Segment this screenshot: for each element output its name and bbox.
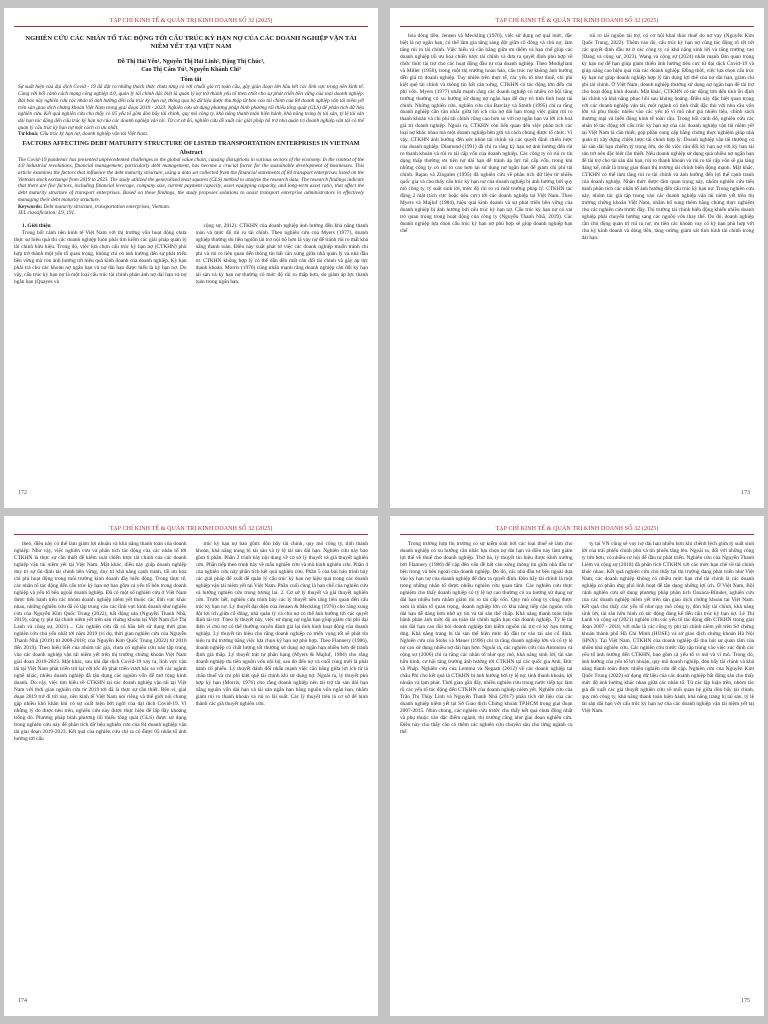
- page-number: 174: [18, 998, 27, 1004]
- paragraph: rủi ro tái nguồn tài trợ, có cơ hội khai thác thuế do nợ vay (Nguyễn Kim Quốc Trung, 2022). Thêm vào đó, cấu trúc kỳ hạn nợ cũng tác động rõ rệt tới các quyết định đầu tư ở các công ty có khả năng sinh lời và tăng trưởng cao (Dang và cộng sự, 2023). Wang và cộng sự (2024) nhấn mạnh tầm quan trọng kỳ hạn nợ để hạn giúp giảm thiểu ảnh hưởng tiêu cực từ đại dịch Covid-19 và giúp nâng cao hiệu quả của các doanh nghiệp. Đồng thời, việc lựa chọn cấu trúc kỳ hạn nợ giúp doanh nghiệp hợp lý tận dụng lợi thế của nợ dài hạn, giảm chi phí tài chính. Ở Việt Nam, doanh nghiệp thường sử dụng nợ ngắn hạn để tài trợ cho hoạt động kinh doanh. Mặt khác, CTKHN có tác động lớn đến tính ổn định tài chính và khả năng phục hồi sau khủng hoảng. Điều này đặc biệt quan trọng với các doanh nghiệp vận tải, một ngành có tính chất đặc thù với nhu cầu vốn lớn và phụ thuộc nhiều vào các yếu tố vĩ mô như giá nhiên liệu, chính sách thương mại và biến động kinh tế toàn cầu. Trong bối cảnh đó, nghiên cứu các nhân tố tác động tới cấu trúc kỳ hạn nợ của các doanh nghiệp vận tải niêm yết tại Việt Nam là cần thiết, góp phần cung cấp bằng chứng thực nghiệm giúp nhà quản trị xây dựng chiến lược tài chính hợp lý. Doanh nghiệp vận tải thường có tài sản dài hạn chiếm tỷ trọng lớn, do đó việc cân đối kỳ hạn nợ với kỳ hạn tài sản trở nên đặc biệt cần thiết. Nếu doanh nghiệp sử dụng quá nhiều nợ ngắn hạn để tài trợ cho tài sản dài hạn, rủi ro thanh khoản và rủi ro tái cấp vốn sẽ gia tăng đáng kể, nhất là trong giai đoạn thị trường tài chính biến động mạnh. Mặt khác, CTKHN có thể làm tăng rủi ro tài chính và ảnh hưởng đến lợi thế cạnh tranh của doanh nghiệp. Nhận thức được tầm quan trọng này, nhóm nghiên cứu tiến hành phân tích các nhân tố ảnh hưởng đến cấu trúc kỳ hạn nợ. Trong nghiên cứu này, nhóm tác giả tập trung vào các doanh nghiệp vận tải niêm yết trên thị trường chứng khoán Việt Nam, nhằm bổ sung thêm bằng chứng thực nghiệm cho các nghiên cứu trước đây. Thị trường tài chính biến động khiến nhiều doanh nghiệp phải chuyển hướng sang các nguồn vốn thay thế. Do đó, doanh nghiệp cần chủ động quản trị rủi ro nợ, ưu tiên các khoản vay có kỳ hạn phù hợp với chu kỳ kinh doanh và dòng tiền, tăng cường giám sát tình hình tài chính trong dài hạn.: [581, 33, 754, 241]
- paragraph: Trong bối cảnh nền kinh tế Việt Nam với thị trường vốn hoạt động chưa thực sự hiệu quả thì các doanh nghiệp luôn phải tìm kiếm các giải pháp quản lý tài chính hữu hiệu. Trong đó, việc lựa chọn cấu trúc kỳ hạn nợ (CTKHN) phù hợp trở thành một yếu tố quan trọng, không chỉ có ảnh hưởng đến sự phát triển bền vững mà còn ảnh hưởng tới hiệu quả kinh doanh của doanh nghiệp. Kỳ hạn phải trả cho các khoản nợ ngắn hạn và nợ dài hạn được hiểu là kỳ hạn nợ. Do vậy, cấu trúc kỳ hạn nợ là một loại cấu trúc tài chính phản ánh nợ dài hạn và nợ ngắn hạn (Quayes và: [14, 229, 187, 285]
- page-number: 173: [741, 490, 750, 496]
- body-columns: [14, 223, 368, 411]
- article-title-en: FACTORS AFFECTING DEBT MATURITY STRUCTURE OF LISTED TRANSPORTATION ENTERPRISES IN VIETNAM: [22, 140, 360, 148]
- keywords-en-text: Debt maturity structure, transportation enterprises, Vietnam.: [43, 203, 171, 210]
- page-174: [4, 516, 378, 1016]
- page-number: 172: [18, 490, 27, 496]
- paragraph: ty tại VN cũng sẽ vay nợ dài hạn nhiều hơn khi chênh lệch giữa tỷ suất sinh lời của trái phiếu chính phủ và tín phiếu tăng lên. Ngoài ra, đối với những công ty lớn hơn, có nhiều cơ hội để đầu tư phát triển. Nghiên cứu của Nguyễn Thanh Liêm và cộng sự (2018) đã phân tích CTKHN với các mức hạn chế về tài chính khác nhau. Kết quả nghiên cứu cho thấy tại thị trường đang phát triển như Việt Nam, các doanh nghiệp không có nhiều mức hạn chế tài chính là các doanh nghiệp có phần ứng phó linh hoạt để tận dụng những lợi ích. Ở Việt Nam, Bội cảnh nghiên cứu sử dụng phương pháp phân tích Oaxaca-Blinder, nghiên cứu của các doanh nghiệp niêm yết trên sàn giao dịch chứng khoán tại Việt Nam. Kết quả cho thấy các yếu tố như quy mô công ty, đòn bẩy tài chính, khả năng sinh lời, tài sản hữu hình có tác động đáng kể đến cấu trúc kỳ hạn nợ. Lê Thị Lanh và cộng sự (2021) nghiên cứu các yếu tố tác động đến CTKHN trong giai đoạn 2007 - 2018, với mẫu là các công ty phi tài chính niêm yết trên Sở chứng khoán thành phố Hồ Chí Minh (HOSE) và sở giao dịch chứng khoán Hà Nội (HNX). Tại Việt Nam, CTKHN của doanh nghiệp đã thu hút sự quan tâm của nhiều nhà nghiên cứu. Các nghiên cứu trước đây tập trung vào việc xác định các yếu tố ảnh hưởng đến CTKHN, bao gồm cả yếu tố vi mô và vĩ mô. Trong đó, ảnh hưởng của yếu tố lợi nhuận, quy mô doanh nghiệp, đòn bẩy tài chính và khả năng thanh toán được nhiều nghiên cứu đề cập. Nghiên cứu của Nguyễn Kim Quốc Trung (2022) sử dụng dữ liệu của các doanh nghiệp bất động sản cho thấy mức độ ảnh hưởng khác nhau giữa các nhân tố. Từ các lập luận trên, nhóm tác giả đề xuất các giả thuyết nghiên cứu về mối quan hệ giữa đòn bẩy tài chính, quy mô công ty, khả năng thanh toán hiện hành, khả năng trang bị tài sản, tỷ lệ tài sản dài hạn với cấu trúc kỳ hạn nợ của các doanh nghiệp vận tải niêm yết tại Việt Nam.: [581, 541, 754, 714]
- page-175: [390, 516, 764, 1016]
- body-columns: [14, 541, 368, 1009]
- column-left: [400, 33, 573, 501]
- abstract-en-heading: Abstract: [179, 148, 203, 156]
- keywords-en-label: Keywords:: [18, 203, 43, 210]
- paragraph: cộng sự, 2012). CTKHN của doanh nghiệp ảnh hưởng đến khả năng thanh toán và mức độ rủi ro tài chính. Theo nghiên cứu của Myers (1977), doanh nghiệp thường ưu tiên nguồn tài trợ nội bộ hơn là vay nợ để tránh rủi ro mất khả năng thanh toán. Điều này xuất phát từ việc các doanh nghiệp muốn tránh chi phí và rủi ro liên quan đến thông tin bất cân xứng giữa nhà quản lý và nhà đầu tư. CTKHN không hợp lý có thể dẫn đến mất cân đối tài chính và gây áp lực thanh khoản. Morris (1976) cũng nhấn mạnh rằng doanh nghiệp cân đối kỳ hạn tài sản và kỳ hạn nợ thường có mức độ rủi ro thấp hơn, do giảm áp lực thanh toán trong ngắn hạn.: [195, 222, 368, 285]
- journal-header: TẠP CHÍ KINH TẾ & QUẢN TRỊ KINH DOANH SỐ 32 (2025): [400, 18, 754, 27]
- column-left: [400, 541, 573, 1009]
- keywords-vi-label: Từ khoá:: [18, 131, 39, 138]
- abstract-vi: Sự xuất hiện của đại dịch Covid - 19 đã đặt ra những thách thức chưa từng có với chuỗi giá trị toàn cầu, gây gián đoạn lớn hầu hết các lĩnh vực trong nền kinh tế. Cùng với bối cảnh cách mạng công nghiệp 4.0, quản lý tài chính đặc biệt là quản lý nợ trở thành yếu tố then chốt cho sự phát triển bền vững của mọi doanh nghiệp. Bài báo này nghiên cứu các nhân tố ảnh hưởng đến cấu trúc kỳ hạn nợ, thông qua bộ dữ liệu được thu thập từ báo cáo tài chính của 84 doanh nghiệp vận tải niêm yết trên sàn giao dịch chứng khoán Việt Nam trong giai đoạn 2019 - 2023. Nghiên cứu sử dụng phương pháp bình phương tối thiểu tổng quát (GLS) để phân tích dữ liệu nghiên cứu. Kết quả nghiên cứu cho thấy có 05 yếu tố gồm đòn bẩy tài chính, quy mô công ty, khả năng thanh toán hiện hành, khả năng trang bị tài sản, tỷ lệ tài sản dài hạn tác động đến cấu trúc kỳ hạn nợ của các doanh nghiệp vận tải. Từ cơ sở đó, nghiên cứu đề xuất các giải pháp hỗ trợ nhà quản trị doanh nghiệp vận tải có thể quản lý cấu trúc kỳ hạn nợ một cách có ưu nhất.: [18, 84, 364, 131]
- column-right: [196, 541, 369, 1009]
- abstract-vi-heading: Tóm tắt: [180, 76, 202, 84]
- paragraph: trúc kỳ hạn nợ bao gồm: đòn bẩy tài chính, quy mô công ty, tính thanh khoản, khả năng trang bị tài sản và tỷ lệ tài sản dài hạn. Nghiên cứu này bao gồm 6 phần. Phần 2 trình bày nội dung về cơ sở lý thuyết và giả thuyết nghiên cứu. Phần tiếp theo trình bày về mẫu nghiên cứu và mô hình nghiên cứu. Phần 4 của nghiên cứu này phân tích kết quả nghiên cứu. Phần 5 của bài báo trình bày các giải pháp để xuất để quản lý cấu trúc kỳ hạn nợ hiệu quả trong các doanh nghiệp vận tải niêm yết tại Việt Nam. Phần cuối cùng là hạn chế của nghiên cứu và hướng nghiên cứu trong tương lai. 2. Cơ sở lý thuyết và giả thuyết nghiên cứu. Trước hết, nghiên cứu trình bày các lý thuyết nền tảng liên quan đến cấu trúc kỳ hạn nợ. Lý thuyết đại diện của Jensen & Meckling (1976) cho rằng xung đột lợi ích giữa cổ đông, nhà quản lý và chủ nợ có thể ảnh hưởng tới các quyết định tài trợ. Theo lý thuyết này, việc sử dụng nợ ngắn hạn giúp giảm chi phí đại diện vì chủ nợ có thể thường xuyên đánh giá lại tình hình hoạt động của doanh nghiệp. Lý thuyết tín hiệu cho rằng doanh nghiệp có triển vọng tốt sẽ phát tín hiệu ra thị trường bằng việc lựa chọn kỳ hạn nợ phù hợp. Theo Flannery (1986), doanh nghiệp có chất lượng tốt thường sử dụng nợ ngắn hạn nhiều hơn để tránh định giá thấp. Lý thuyết trật tự phân hạng (Myers & Majluf, 1984) cho rằng doanh nghiệp ưu tiên nguồn vốn nội bộ, sau đó đến nợ và cuối cùng mới là phát hành cổ phiếu. Lý thuyết đánh đổi nhấn mạnh việc cân bằng giữa lợi ích từ lá chắn thuế và chi phí kiệt quệ tài chính khi sử dụng nợ. Ngoài ra, lý thuyết phù hợp kỳ hạn (Morris, 1976) cho rằng doanh nghiệp nên tài trợ tài sản dài hạn bằng nguồn vốn dài hạn và tài sản ngắn hạn bằng nguồn vốn ngắn hạn, nhằm giảm rủi ro thanh khoản và rủi ro lãi suất. Các lý thuyết trên là cơ sở để hình thành các giả thuyết nghiên cứu.: [195, 541, 368, 707]
- section-heading-intro: 1. Giới thiệu: [22, 222, 51, 229]
- body-columns: [400, 541, 754, 1009]
- authors-line-2: Cao Thị Cẩm Tú³, Nguyễn Khánh Chi³: [141, 66, 241, 73]
- abstract-en: The Covid-19 pandemic has presented unprecedented challenges to the global value chain, causing disruptions in various sectors of the economy. In the context of the 4.0 industrial revolutions, financial management, particularly debt management, has become a crucial factor for the sustainable development of businesses. This article examines the factors that influence the debt maturity structure, using a data set collected from the financial statements of 84 transport enterprises listed on the Vietnam stock exchange from 2019 to 2023. The study utilized the generalized least squares (GLS) method to analyze the research data. The research findings indicate that there are five factors, including financial leverage, company size, current payment capacity, asset equipping capacity, and long-term asset ratio, that affect the debt maturity structure of transport enterprises. Based on these findings, the study proposes solutions to assist transport enterprise administrators in effectively managing their debt maturity structure.: [18, 156, 364, 203]
- authors: [18, 59, 364, 74]
- jel-text: JEL classification: L9, 191.: [18, 210, 76, 217]
- column-right: [582, 541, 755, 1009]
- page-172: [4, 8, 378, 508]
- column-left: [14, 541, 187, 1009]
- article-front-matter: [14, 35, 368, 217]
- authors-line-1: Đỗ Thị Hải Yến¹, Nguyễn Thị Hải Linh², Đặng Thị Chúc³,: [117, 59, 265, 66]
- journal-header: TẠP CHÍ KINH TẾ & QUẢN TRỊ KINH DOANH SỐ 32 (2025): [14, 526, 368, 535]
- keywords-vi: [18, 131, 364, 138]
- paragraph: theo, điều này có thể làm giảm lợi nhuận và khả năng thanh toán của doanh nghiệp. Như vậy, việc nghiên cứu và phân tích tác động của các nhân tố tới CTKHN là thực sự cần thiết để kiểm soát chiến lược tài chính của các doanh nghiệp vận tải niêm yết tại Việt Nam. Mặt khác, điều này giúp doanh nghiệp duy trì sự ổn định tài chính bền vững, duy trì khả năng cạnh tranh, tối ưu hóa chi phí hoạt động trong môi trường kinh doanh đầy biến động. Trong thực tế, các nhân tố tác động đến cấu trúc kỳ hạn nợ bao gồm cả yếu tố bên trong doanh nghiệp và yếu tố bên ngoài doanh nghiệp. Đã có một số nghiên cứu ở Việt Nam được tiến hành trên các nhóm doanh nghiệp niêm yết thuộc các lĩnh vực khác nhau, những nghiên cứu đã có tập trung vào các lĩnh vực kinh doanh như nghiên cứu của Nguyễn Kim Quốc Trung (2022), bất động sản (Nguyễn Thanh Nhã, 2019), công ty phi tài chính niêm yết trên sàn chứng khoán tại Việt Nam (Lê Thị Lanh và cộng sự, 2021).... Các nghiên cứu đã có hầu hết sử dụng thời gian nghiên cứu chủ yếu nhất tới năm 2019 (ví dụ, thời gian nghiên cứu của Nguyễn Thanh Nhã (2019) từ 2008-2018; của Nguyễn Kim Quốc Trung (2022) từ 2010 đến 2019). Theo hiểu biết của nhóm tác giả, chưa có nghiên cứu nào tập trung vào các doanh nghiệp vận tải niêm yết trên thị trường chứng khoán Việt Nam giai đoạn 2019-2023. Mặt khác, sau khi đại dịch Covid-19 xảy ra, lĩnh vực vận tải tại Việt Nam phát triển trở lại với tốc độ phát triển vượt bậc so với các ngành nghề khác, nhiều doanh nghiệp đã tận dụng các nguồn vốn để mở rộng kinh doanh. Do vậy, việc tìm hiểu về CTKHN tại các doanh nghiệp vận tải tại Việt Nam với thời gian nghiên cứu từ 2019 tới đã là thực sự cần thiết. Bên vì, giai đoạn 2019 trở đi tới nay, nền kinh tế Việt Nam nói riêng và thế giới nói chung gặp nhiều khó khăn khi có sự xuất hiện bởi ngời của đại dịch Covid-19. Vì những lý do được nêu trên, nghiên cứu này được thực hiện để lấp đầy khoảng trống đó. Phương pháp bình phương tối thiểu tổng quát (GLS) được sử dụng trong nghiên cứu này để phân tích dữ liệu nghiên cứu của 84 doanh nghiệp vận tải giai đoạn 2019-2023. Kết quả của nghiên cứu chỉ ra có được 05 nhân tố ảnh hưởng tới cấu: [14, 541, 187, 742]
- page-173: [390, 8, 764, 508]
- journal-header: TẠP CHÍ KINH TẾ & QUẢN TRỊ KINH DOANH SỐ 32 (2025): [400, 526, 754, 535]
- body-columns: [400, 33, 754, 501]
- article-title-vi: NGHIÊN CỨU CÁC NHÂN TỐ TÁC ĐỘNG TỚI CẤU TRÚC KỲ HẠN NỢ CỦA CÁC DOANH NGHIỆP VẬN TẢI NIÊM YẾT TẠI VIỆT NAM: [25, 35, 357, 51]
- jel-classification: [18, 210, 364, 217]
- paragraph: hóa dòng tiền. Jensen và Meckling (1976), việc sử dụng nợ quá mức, đặc biệt là nợ ngắn hạn, có thể làm gia tăng sáng đột giữa cổ đông và chủ nợ, làm tăng rủi ro tài chính. Việc hiểu và cân bằng giữa ưu điểm và hạn chế giúp các doanh nghiệp tối ưu hóa chiến lược tài chính và đưa ra quyết định phù hợp về chức thức tài trợ cho các hoạt động đầu tư của doanh nghiệp. Theo Modigliani và Miller (1958), trong một thị trường hoàn hảo, cấu trúc nợ không ảnh hưởng đến giá trị doanh nghiệp. Tuy nhiên trên thực tế, các yếu tố như thuế, chi phí kiệt quệ tài chính và thông tin bất cân xứng, CTKHN có tác động lớn đến chi phí vốn. Myers (1977) nhấn mạnh rằng các doanh nghiệp có nhiều cơ hội tăng trưởng thường có xu hướng sử dụng nợ ngắn hạn để duy trì tính linh hoạt tài chính. Những nghiên cứu, nghiên cứu của Barclay và Smith (1995) chỉ ra rằng doanh nghiệp cần cân nhắc giữa lợi ích của nợ dài hạn trong việc giảm rủi ro thanh khoản và chi phí tái chính cũng cao hơn so với nợ ngắn hạn và lời ích hoá giá trị doanh nghiệp. Ngoài ra, CTKHN còn liên quan đến việc phân tích các loại nợ khác nhau mà một doanh nghiệp bên gửi và cách chúng được tổ chức. Vì vậy, CTKHN ảnh hưởng đến sức khỏe tài chính và các quyết định chiến lược của doanh nghiệp. Diamond (1991) đã chỉ ra rằng kỳ hạn nợ ảnh hưởng đến rủi ro thanh khoản và rủi ro tái cấp vốn của doanh nghiệp. Các công ty có rủi ro tín dụng thấp thường ưu tiên nợ dài hạn để tránh áp lực tái cấp vốn, trong khi những công ty có rủi ro cao hơn lại sử dụng nợ ngắn hạn để giảm chi phí tài chính. Rajan và Zingales (1995) đã nghiên cứu về phân tích dữ liệu từ nhiều quốc gia và cho thấy cấu trúc kỳ hạn nợ của doanh nghiệp bị ảnh hưởng bởi quy mô công ty, tỷ suất sinh lời, mức độ rủi ro và môi trường pháp lý. CTKHN tác động 2 mặt (tích cực hoặc tiêu cực) tới các doanh nghiệp tại Việt Nam. Theo Myers và Majluf (1984), hiệu quả kinh doanh và sự phát triển bền vững của doanh nghiệp bị ảnh hưởng bởi cấu trúc kỳ hạn nợ. Cấu trúc kỳ hạn nợ có vai trò quan trọng trong hoạt động của công ty (Nguyễn Thanh Nhã, 2019). Các doanh nghiệp lựa chọn cấu trúc kỳ hạn nợ phù hợp sẽ giúp doanh nghiệp hạn chế: [400, 33, 573, 234]
- column-left: [14, 223, 187, 411]
- column-right: [196, 223, 369, 411]
- page-number: 175: [741, 998, 750, 1004]
- journal-header: TẠP CHÍ KINH TẾ & QUẢN TRỊ KINH DOANH SỐ 32 (2025): [14, 18, 368, 27]
- column-right: [582, 33, 755, 501]
- keywords-vi-text: Cấu trúc kỳ hạn nợ, doanh nghiệp vận tải Việt Nam.: [39, 131, 148, 138]
- paragraph: Trong trường hợp thị trường có sự kiểm soát bởi các loại thuế sẽ làm cho doanh nghiệp có xu hướng cân nhắc lựa chọn nợ dài hạn và điều này làm giảm lợi thế về thuế cho doanh nghiệp. Thứ ba, lý thuyết tín hiệu được khởi xướng bởi Flannery (1986) để cập đến vấn đề bất cân xứng thông tin giữa nhà đầu tư bên trong và bên ngoài của doanh nghiệp. Do đó, các nhà đầu tư bên ngoài dựa vào kỳ hạn nợ của doanh nghiệp để đưa ra quyết định. Đòn bẩy tài chính là một trong những nhân tố được nhiều nghiên cứu quan tâm. Các nghiên cứu thực nghiệm cho thấy doanh nghiệp có tỷ lệ nợ cao thường có xu hướng sử dụng nợ dài hạn nhiều hơn nhằm giảm rủi ro tái cấp vốn. Quy mô công ty cũng được xem là nhân tố quan trọng, doanh nghiệp lớn có khả năng tiếp cận nguồn vốn dài hạn dễ dàng hơn nhờ uy tín và tài sản thế chấp. Khả năng thanh toán hiện hành phản ánh mức độ an toàn tài chính ngắn hạn của doanh nghiệp. Tỷ lệ tài sản dài hạn cao đòi hỏi doanh nghiệp tìm kiếm nguồn tài trợ có kỳ hạn tương ứng. Khả năng trang bị tài sản thể hiện mức độ đầu tư vào tài sản cố định. Nghiên cứu của Stohs và Mauer (1996) chỉ ra rằng doanh nghiệp lớn và có tỷ lệ nợ cao sử dụng nhiều nợ dài hạn hơn. Ngoài ra, các nghiên cứu của Antoniou và cộng sự (2006) chỉ ra rằng các nhân tố như quy mô, khả năng sinh lời, tài sản hữu hình, cơ hội tăng trưởng ảnh hưởng tới CTKHN tại các quốc gia Anh, Đức và Pháp. Nghiên cứu của Lemma và Negash (2012) về các doanh nghiệp tại châu Phi cho kết quả là CTKHN bị ảnh hưởng bởi tỷ lệ nợ, tính thanh khoản, lợi nhuận và lạm phát. Thời gian gần đây, nhiều nghiên cứu trong nước tiếp tục làm rõ các yếu tố tác động đến CTKHN của doanh nghiệp niêm yết. Nghiên cứu của Trần Thị Thùy Linh và Nguyễn Thanh Nhã (2017) phân tích dữ liệu của các doanh nghiệp niêm yết tại Sở Giao dịch Chứng khoán TP.HCM trong giai đoạn 2007-2015. Nhìn chung, các nghiên cứu trước cho thấy kết quả chưa đồng nhất và phụ thuộc vào đặc điểm ngành, thị trường cũng như giai đoạn nghiên cứu. Điều này cho thấy cần có thêm các nghiên cứu chuyên sâu cho từng ngành cụ thể.: [400, 541, 573, 735]
